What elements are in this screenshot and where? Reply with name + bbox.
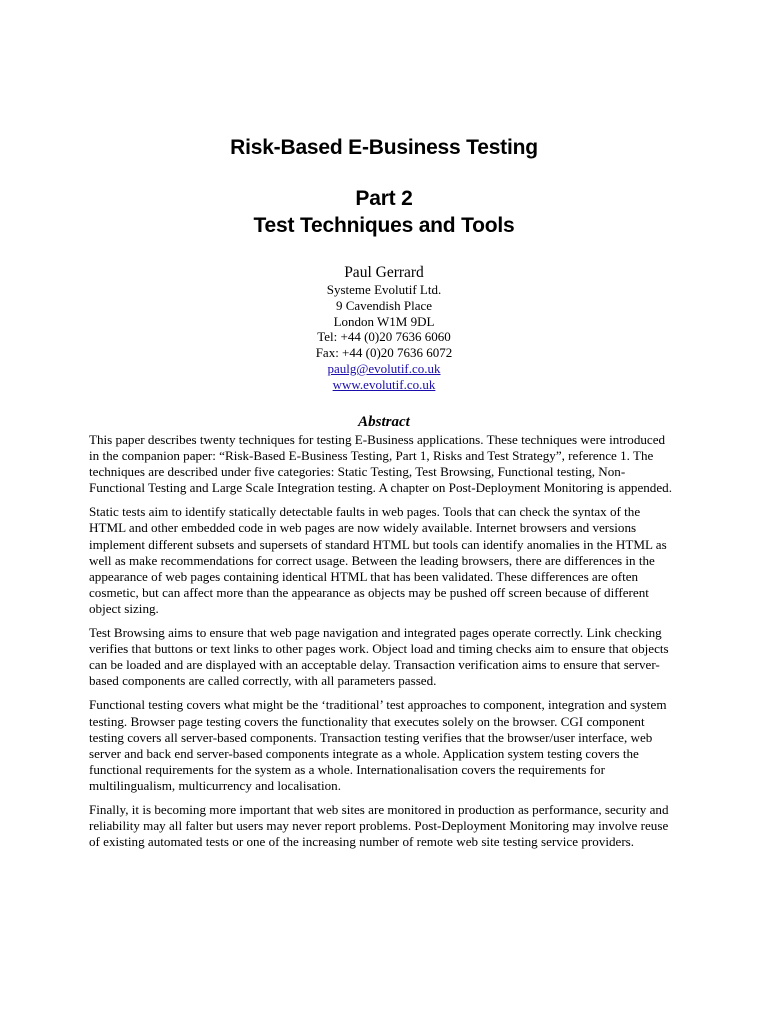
author-fax: Fax: +44 (0)20 7636 6072 bbox=[315, 345, 453, 361]
abstract-paragraph: Static tests aim to identify statically detectable faults in web pages. Tools that can check the syntax of the HTML and other embedded code in web pages are now widely available. Internet browsers and versions implement different subsets and supersets of standard HTML but tools can identify anomalies in the HTML as well as make recommendations for correct usage. Between the leading browsers, there are differences in the appearance of web pages containing identical HTML that has been validated. These differences are often cosmetic, but can affect more than the appearance as objects may be pushed off screen because of different object sizing. bbox=[89, 504, 667, 616]
author-name: Paul Gerrard bbox=[344, 264, 424, 281]
author-email-link[interactable]: paulg@evolutif.co.uk bbox=[327, 360, 441, 376]
author-tel: Tel: +44 (0)20 7636 6060 bbox=[317, 329, 451, 345]
author-website-link[interactable]: www.evolutif.co.uk bbox=[332, 376, 436, 392]
part-label: Part 2 bbox=[355, 187, 413, 210]
abstract-body bbox=[89, 432, 673, 858]
author-block bbox=[0, 264, 768, 393]
abstract-heading: Abstract bbox=[358, 414, 410, 430]
abstract-paragraph: Finally, it is becoming more important that web sites are monitored in production as performance, security and reliability may all falter but users may never report problems. Post-Deployment Monitoring may involve reuse of existing automated tests or one of the increasing number of remote web site testing service providers. bbox=[89, 801, 669, 850]
abstract-paragraph: Test Browsing aims to ensure that web page navigation and integrated pages operate correctly. Link checking verifies that buttons or text links to other pages work. Object load and timing checks aim to ensure that objects can be loaded and are displayed with an acceptable delay. Transaction verification aims to ensure that server-based components are called correctly, with all parameters passed. bbox=[89, 625, 669, 689]
paper-title: Risk-Based E-Business Testing bbox=[230, 136, 538, 159]
author-company: Systeme Evolutif Ltd. bbox=[326, 282, 442, 297]
author-city: London W1M 9DL bbox=[333, 313, 435, 329]
abstract-paragraph: This paper describes twenty techniques for testing E-Business applications. These techniques were introduced in the companion paper: “Risk-Based E-Business Testing, Part 1, Risks and Test Strategy”, reference 1. The techniques are described under five categories: Static Testing, Test Browsing, Functional testing, Non-Functional Testing and Large Scale Integration testing. A chapter on Post-Deployment Monitoring is appended. bbox=[89, 432, 672, 496]
abstract-paragraph: Functional testing covers what might be the ‘traditional’ test approaches to component, integration and system testing. Browser page testing covers the functionality that executes solely on the browser. CGI component testing covers all server-based components. Transaction testing verifies that the browser/user interface, web server and back end server-based components integrate as a whole. Application system testing covers the functional requirements for the system as a whole. Internationalisation covers the requirements for multilingualism, multicurrency and localisation. bbox=[89, 697, 667, 793]
author-street: 9 Cavendish Place bbox=[335, 297, 433, 313]
paper-subtitle: Test Techniques and Tools bbox=[253, 214, 515, 237]
